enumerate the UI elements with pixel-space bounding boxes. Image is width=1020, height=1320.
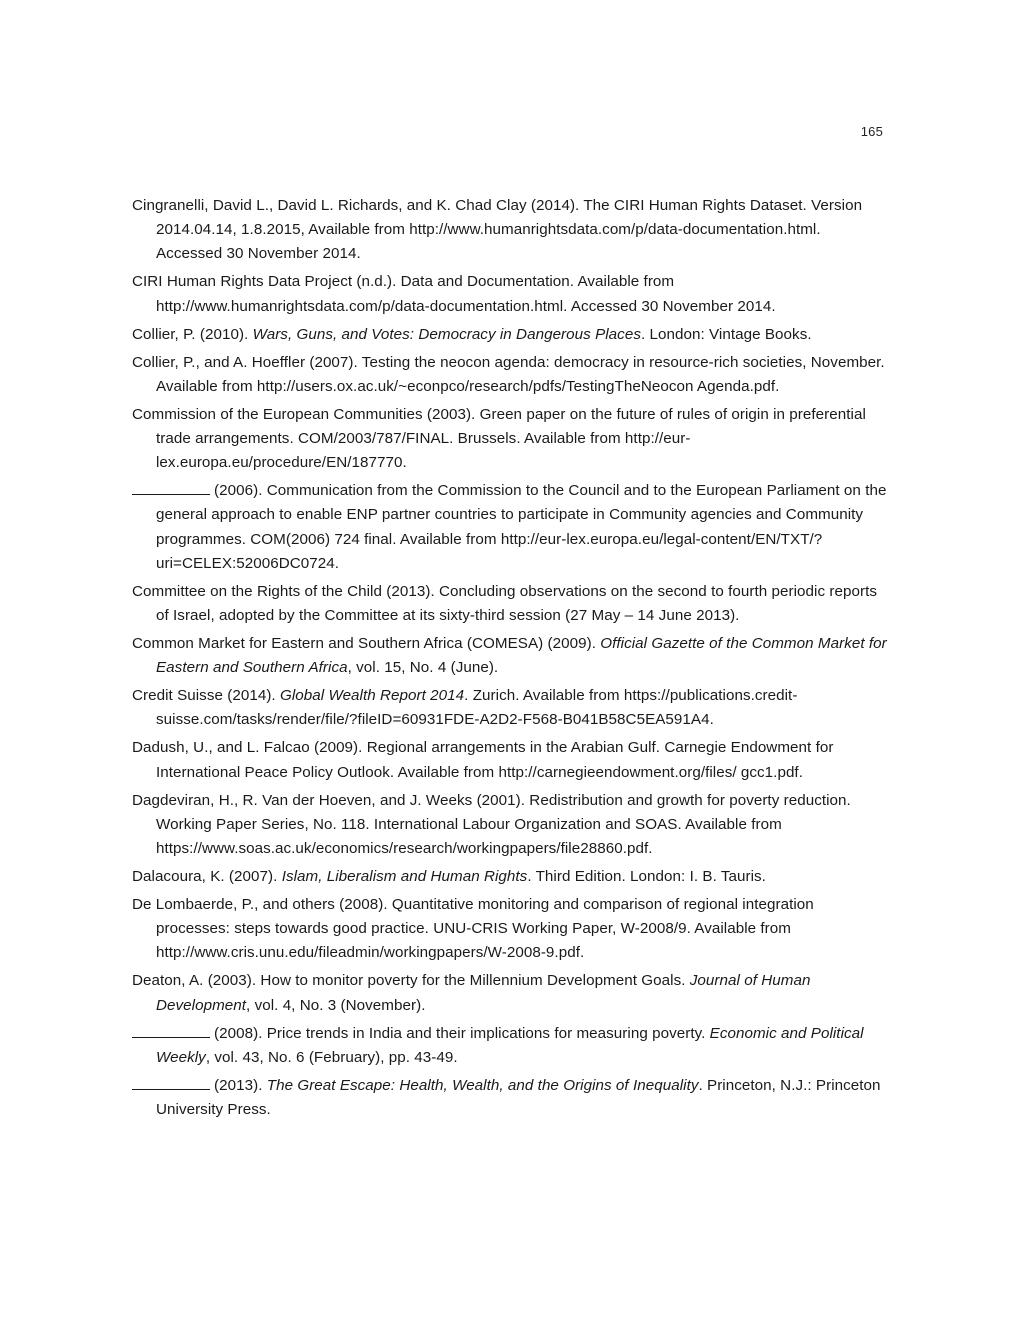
reference-details: . Princeton, N.J.: Princeton University Press. <box>156 1076 881 1119</box>
reference-details: , vol. 43, No. 6 (February), pp. 43-49. <box>205 1048 458 1066</box>
reference-details: . Third Edition. London: I. B. Tauris. <box>527 868 766 886</box>
reference-entry <box>132 403 888 476</box>
reference-entry <box>132 323 888 347</box>
same-author-dash <box>132 482 210 495</box>
reference-entry <box>132 351 888 399</box>
reference-entry <box>132 1074 888 1122</box>
reference-entry <box>132 969 888 1017</box>
reference-text: Commission of the European Communities (2003). Green paper on the future of rules of origin in preferential trade arrangements. COM/2003/787/FINAL. Brussels. Available from http://eur-lex.europa.eu/procedure/EN/187770. <box>132 405 866 472</box>
reference-details: , vol. 15, No. 4 (June). <box>347 659 499 677</box>
reference-entry <box>132 270 888 318</box>
reference-text: Deaton, A. (2003). How to monitor poverty for the Millennium Development Goals. <box>132 972 690 990</box>
page-number: 165 <box>860 124 883 139</box>
reference-text: Cingranelli, David L., David L. Richards, and K. Chad Clay (2014). The CIRI Human Rights Dataset. Version 2014.04.14, 1.8.2015, Available from http://www.humanrightsdata.com/p/data-documentation.html. Accessed 30 November 2014. <box>132 197 863 263</box>
reference-text: (2013). <box>214 1076 267 1094</box>
reference-title: The Great Escape: Health, Wealth, and the Origins of Inequality <box>266 1076 699 1094</box>
reference-text: Dadush, U., and L. Falcao (2009). Regional arrangements in the Arabian Gulf. Carnegie Endowment for International Peace Policy Outlook. Available from http://carnegieendowment.org/files/ gcc1.pdf. <box>132 739 834 781</box>
reference-text: Dalacoura, K. (2007). <box>132 868 282 886</box>
reference-text: (2008). Price trends in India and their implications for measuring poverty. <box>214 1024 710 1042</box>
reference-entry <box>132 865 888 889</box>
same-author-dash <box>132 1077 210 1090</box>
reference-text: Common Market for Eastern and Southern Africa (COMESA) (2009). <box>132 635 601 653</box>
reference-entry <box>132 479 888 576</box>
reference-entry <box>132 580 888 628</box>
reference-text: Collier, P. (2010). <box>132 325 253 343</box>
reference-title: Economic and Political Weekly <box>156 1024 864 1066</box>
reference-details: . London: Vintage Books. <box>640 325 812 343</box>
reference-title: Wars, Guns, and Votes: Democracy in Dangerous Places <box>252 325 641 343</box>
reference-text: (2006). Communication from the Commission to the Council and to the European Parliament on the general approach to enable ENP partner countries to participate in Community agencies and Community programmes. COM(2006) 724 final. Available from http://eur-lex.europa.eu/legal-content/EN/TXT/?uri=CELEX:52006DC0724. <box>156 482 887 572</box>
reference-text: Committee on the Rights of the Child (2013). Concluding observations on the second to fourth periodic reports of Israel, adopted by the Committee at its sixty-third session (27 May – 14 June 2013). <box>132 582 877 625</box>
reference-text: Collier, P., and A. Hoeffler (2007). Testing the neocon agenda: democracy in resource-rich societies, November. Available from http://users.ox.ac.uk/~econpco/research/pdfs/TestingTheNeocon Agenda.pdf. <box>132 353 885 395</box>
reference-entry <box>132 632 888 680</box>
reference-entry <box>132 684 888 732</box>
reference-list <box>132 194 888 1126</box>
reference-text: Dagdeviran, H., R. Van der Hoeven, and J. Weeks (2001). Redistribution and growth for poverty reduction. Working Paper Series, No. 118. International Labour Organization and SOAS. Available from https://www.soas.ac.uk/economics/research/workingpapers/file28860.pdf. <box>132 791 851 858</box>
reference-entry <box>132 789 888 862</box>
reference-text: De Lombaerde, P., and others (2008). Quantitative monitoring and comparison of regional integration processes: steps towards good practice. UNU-CRIS Working Paper, W-2008/9. Available from http://www.cris.unu.edu/fileadmin/workingpapers/W-2008-9.pdf. <box>132 896 814 962</box>
reference-title: Journal of Human Development <box>156 972 811 1014</box>
reference-entry <box>132 1022 888 1070</box>
same-author-dash <box>132 1025 210 1038</box>
reference-entry <box>132 736 888 784</box>
reference-entry <box>132 893 888 966</box>
reference-title: Official Gazette of the Common Market for Eastern and Southern Africa <box>156 635 887 677</box>
reference-details: . Zurich. Available from https://publications.credit-suisse.com/tasks/render/file/?fileID=60931FDE-A2D2-F568-B041B58C5EA591A4. <box>156 687 798 729</box>
reference-title: Islam, Liberalism and Human Rights <box>281 868 528 886</box>
reference-text: CIRI Human Rights Data Project (n.d.). Data and Documentation. Available from http://www.humanrightsdata.com/p/data-documentation.html. Accessed 30 November 2014. <box>132 273 776 315</box>
reference-details: , vol. 4, No. 3 (November). <box>246 996 426 1014</box>
reference-entry <box>132 194 888 267</box>
reference-title: Global Wealth Report 2014 <box>279 687 465 705</box>
reference-text: Credit Suisse (2014). <box>132 687 280 705</box>
